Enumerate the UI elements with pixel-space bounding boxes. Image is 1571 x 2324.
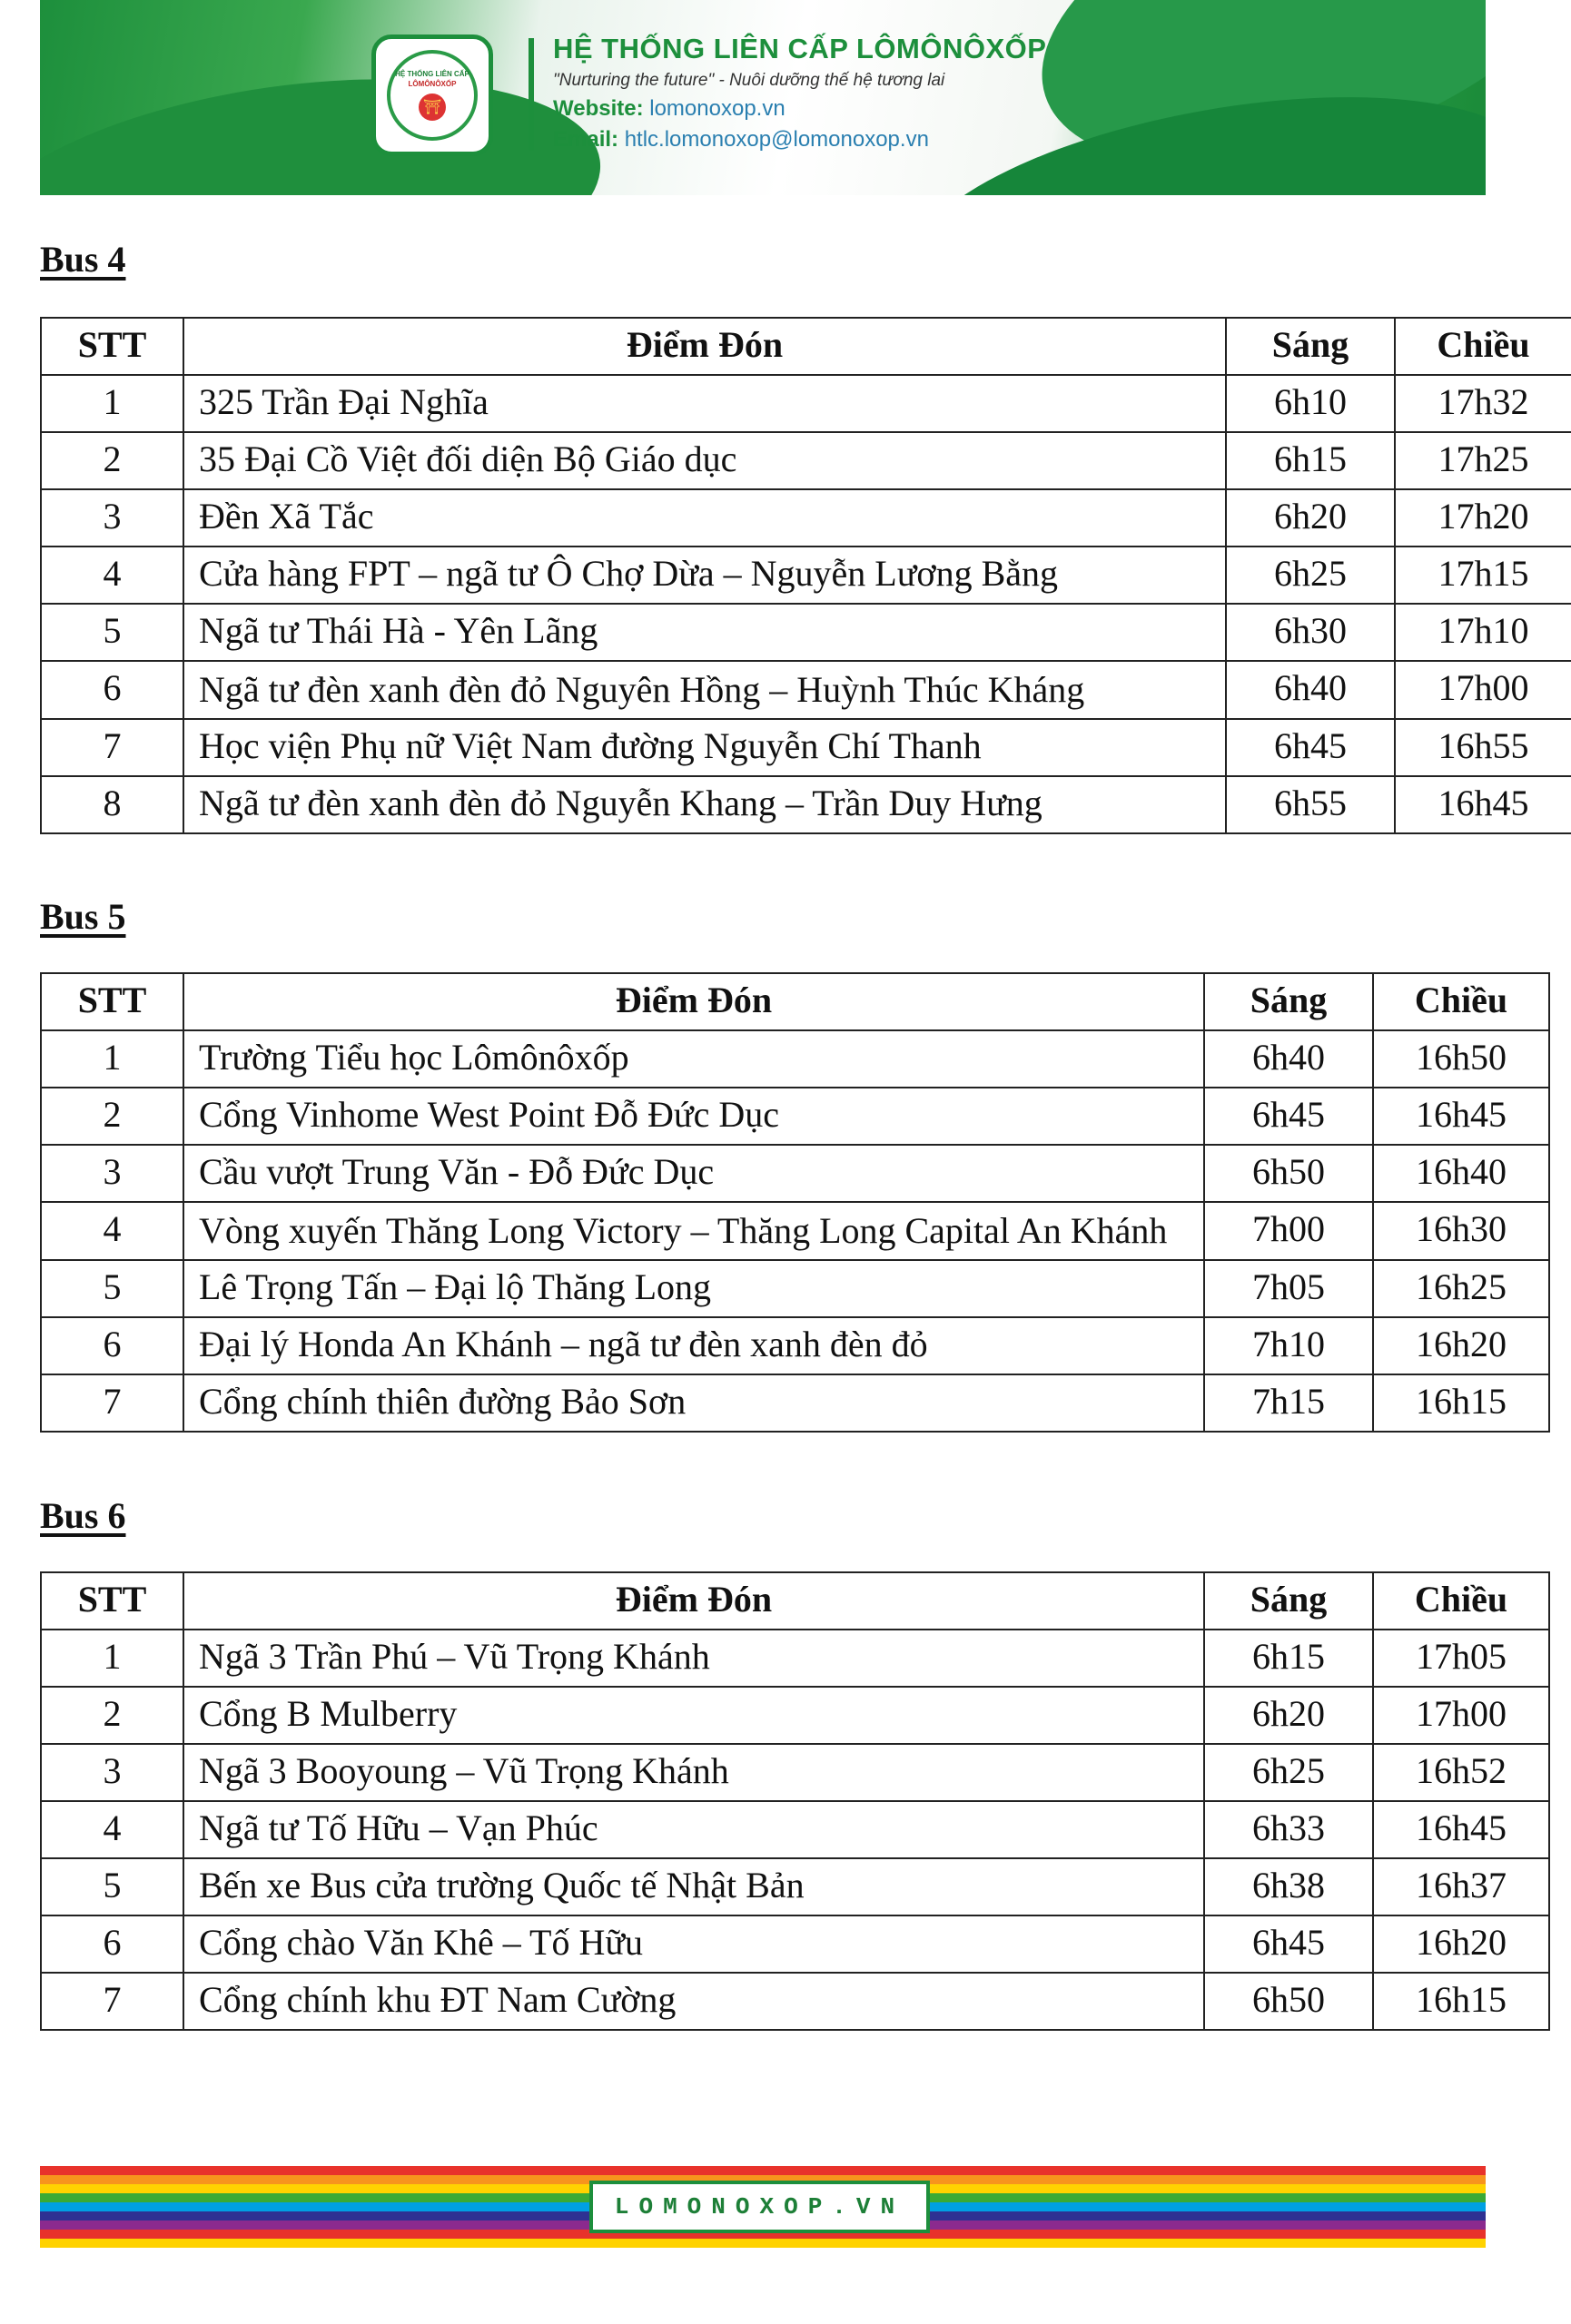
table-header-row <box>41 973 1549 1030</box>
morning-cell: 6h50 <box>1204 1973 1373 2030</box>
stt-cell: 2 <box>41 1687 183 1744</box>
afternoon-cell: 17h20 <box>1395 489 1571 547</box>
place-cell: Học viện Phụ nữ Việt Nam đường Nguyễn Chí Thanh <box>183 719 1226 776</box>
stt-cell: 2 <box>41 1088 183 1145</box>
table-row <box>41 1260 1549 1317</box>
place-cell: 325 Trần Đại Nghĩa <box>183 375 1226 432</box>
header-banner <box>40 0 1486 195</box>
stt-cell: 3 <box>41 1145 183 1202</box>
stt-cell: 8 <box>41 776 183 833</box>
place-cell: Ngã tư Tố Hữu – Vạn Phúc <box>183 1801 1204 1858</box>
website-link[interactable]: lomonoxop.vn <box>649 96 786 121</box>
afternoon-cell: 16h20 <box>1373 1915 1549 1973</box>
table-row <box>41 1744 1549 1801</box>
place-cell: Đại lý Honda An Khánh – ngã tư đèn xanh đèn đỏ <box>183 1317 1204 1374</box>
logo-top-text: HỆ THỐNG LIÊN CẤP <box>395 70 469 78</box>
stt-cell: 1 <box>41 1030 183 1088</box>
place-header: Điểm Đón <box>183 973 1204 1030</box>
afternoon-cell: 17h00 <box>1373 1687 1549 1744</box>
stt-cell: 1 <box>41 375 183 432</box>
bus-4-title: Bus 4 <box>40 239 126 280</box>
email-line <box>553 127 1046 153</box>
table-row <box>41 375 1571 432</box>
afternoon-cell: 16h45 <box>1395 776 1571 833</box>
table-header-row <box>41 1572 1549 1630</box>
place-cell: Trường Tiểu học Lômônôxốp <box>183 1030 1204 1088</box>
logo-bottom-text: LÔMÔNÔXỐP <box>408 80 457 88</box>
morning-cell: 6h45 <box>1204 1915 1373 1973</box>
place-header: Điểm Đón <box>183 318 1226 375</box>
stt-cell: 6 <box>41 661 183 719</box>
table-row <box>41 661 1571 719</box>
morning-cell: 6h15 <box>1226 432 1395 489</box>
stt-header: STT <box>41 1572 183 1630</box>
table-row <box>41 776 1571 833</box>
table-row <box>41 1858 1549 1915</box>
afternoon-cell: 17h05 <box>1373 1630 1549 1687</box>
table-row <box>41 489 1571 547</box>
rainbow-stripe <box>40 2166 1486 2175</box>
morning-cell: 6h30 <box>1226 604 1395 661</box>
morning-cell: 7h05 <box>1204 1260 1373 1317</box>
stt-header: STT <box>41 318 183 375</box>
table-row <box>41 1317 1549 1374</box>
morning-cell: 6h40 <box>1226 661 1395 719</box>
afternoon-cell: 16h37 <box>1373 1858 1549 1915</box>
place-cell: Cổng chính khu ĐT Nam Cường <box>183 1973 1204 2030</box>
bus-5-table <box>40 972 1550 1433</box>
rainbow-stripe <box>40 2239 1486 2248</box>
morning-cell: 6h55 <box>1226 776 1395 833</box>
stt-cell: 5 <box>41 1260 183 1317</box>
email-link[interactable]: htlc.lomonoxop@lomonoxop.vn <box>624 127 929 152</box>
table-row <box>41 1145 1549 1202</box>
table-row <box>41 1030 1549 1088</box>
afternoon-cell: 16h25 <box>1373 1260 1549 1317</box>
afternoon-header: Chiều <box>1373 973 1549 1030</box>
place-cell: Cổng chính thiên đường Bảo Sơn <box>183 1374 1204 1432</box>
table-row <box>41 432 1571 489</box>
table-row <box>41 1374 1549 1432</box>
stt-cell: 3 <box>41 1744 183 1801</box>
afternoon-cell: 16h20 <box>1373 1317 1549 1374</box>
stt-cell: 4 <box>41 1801 183 1858</box>
table-header-row <box>41 318 1571 375</box>
table-row <box>41 1915 1549 1973</box>
afternoon-cell: 17h15 <box>1395 547 1571 604</box>
morning-cell: 6h33 <box>1204 1801 1373 1858</box>
place-cell: Cổng Vinhome West Point Đỗ Đức Dục <box>183 1088 1204 1145</box>
table-row <box>41 1801 1549 1858</box>
place-cell: Cửa hàng FPT – ngã tư Ô Chợ Dừa – Nguyễn Lương Bằng <box>183 547 1226 604</box>
place-cell: Ngã 3 Trần Phú – Vũ Trọng Khánh <box>183 1630 1204 1687</box>
morning-cell: 7h00 <box>1204 1202 1373 1260</box>
morning-cell: 7h10 <box>1204 1317 1373 1374</box>
gate-emblem-icon: ⛩ <box>419 94 446 121</box>
place-cell: Cổng chào Văn Khê – Tố Hữu <box>183 1915 1204 1973</box>
stt-cell: 7 <box>41 1973 183 2030</box>
header-divider <box>529 38 534 151</box>
morning-cell: 6h38 <box>1204 1858 1373 1915</box>
logo-emblem-ring <box>387 50 478 141</box>
place-cell: Vòng xuyến Thăng Long Victory – Thăng Long Capital An Khánh <box>183 1202 1204 1260</box>
morning-cell: 6h25 <box>1204 1744 1373 1801</box>
stt-cell: 5 <box>41 604 183 661</box>
footer-website-badge[interactable]: LOMONOXOP.VN <box>589 2181 930 2233</box>
place-cell: Bến xe Bus cửa trường Quốc tế Nhật Bản <box>183 1858 1204 1915</box>
afternoon-cell: 16h55 <box>1395 719 1571 776</box>
place-header: Điểm Đón <box>183 1572 1204 1630</box>
table-row <box>41 1630 1549 1687</box>
afternoon-cell: 16h40 <box>1373 1145 1549 1202</box>
school-name: HỆ THỐNG LIÊN CẤP LÔMÔNÔXỐP <box>553 33 1047 64</box>
table-row <box>41 1687 1549 1744</box>
afternoon-cell: 16h45 <box>1373 1801 1549 1858</box>
stt-header: STT <box>41 973 183 1030</box>
table-row <box>41 1202 1549 1260</box>
place-cell: Ngã tư đèn xanh đèn đỏ Nguyên Hồng – Huỳnh Thúc Kháng <box>183 661 1226 719</box>
morning-cell: 6h45 <box>1226 719 1395 776</box>
afternoon-cell: 16h30 <box>1373 1202 1549 1260</box>
place-cell: Lê Trọng Tấn – Đại lộ Thăng Long <box>183 1260 1204 1317</box>
morning-header: Sáng <box>1204 973 1373 1030</box>
brand-block <box>553 33 1046 153</box>
afternoon-cell: 17h10 <box>1395 604 1571 661</box>
place-cell: Ngã tư Thái Hà - Yên Lãng <box>183 604 1226 661</box>
morning-cell: 6h25 <box>1226 547 1395 604</box>
website-label: Website: <box>553 96 644 121</box>
afternoon-cell: 17h32 <box>1395 375 1571 432</box>
school-slogan: "Nurturing the future" - Nuôi dưỡng thế hệ tương lai <box>553 71 945 90</box>
afternoon-cell: 17h00 <box>1395 661 1571 719</box>
email-label: Email: <box>553 127 619 152</box>
table-row <box>41 1973 1549 2030</box>
place-cell: 35 Đại Cồ Việt đối diện Bộ Giáo dục <box>183 432 1226 489</box>
afternoon-cell: 16h15 <box>1373 1973 1549 2030</box>
stt-cell: 7 <box>41 719 183 776</box>
afternoon-cell: 16h50 <box>1373 1030 1549 1088</box>
morning-cell: 7h15 <box>1204 1374 1373 1432</box>
morning-cell: 6h15 <box>1204 1630 1373 1687</box>
morning-cell: 6h20 <box>1204 1687 1373 1744</box>
stt-cell: 4 <box>41 547 183 604</box>
afternoon-cell: 16h15 <box>1373 1374 1549 1432</box>
place-cell: Ngã 3 Booyoung – Vũ Trọng Khánh <box>183 1744 1204 1801</box>
bus-6-table <box>40 1571 1550 2031</box>
stt-cell: 1 <box>41 1630 183 1687</box>
morning-cell: 6h45 <box>1204 1088 1373 1145</box>
school-logo <box>371 34 493 156</box>
morning-header: Sáng <box>1226 318 1395 375</box>
stt-cell: 4 <box>41 1202 183 1260</box>
afternoon-header: Chiều <box>1373 1572 1549 1630</box>
stt-cell: 7 <box>41 1374 183 1432</box>
morning-cell: 6h20 <box>1226 489 1395 547</box>
bus-5-title: Bus 5 <box>40 896 126 937</box>
morning-header: Sáng <box>1204 1572 1373 1630</box>
afternoon-header: Chiều <box>1395 318 1571 375</box>
morning-cell: 6h40 <box>1204 1030 1373 1088</box>
website-line <box>553 96 1046 122</box>
morning-cell: 6h10 <box>1226 375 1395 432</box>
table-row <box>41 547 1571 604</box>
place-cell: Cầu vượt Trung Văn - Đỗ Đức Dục <box>183 1145 1204 1202</box>
stt-cell: 2 <box>41 432 183 489</box>
stt-cell: 6 <box>41 1317 183 1374</box>
morning-cell: 6h50 <box>1204 1145 1373 1202</box>
table-row <box>41 604 1571 661</box>
table-row <box>41 719 1571 776</box>
stt-cell: 3 <box>41 489 183 547</box>
bus-4-table <box>40 317 1571 834</box>
afternoon-cell: 16h52 <box>1373 1744 1549 1801</box>
footer-banner <box>40 2166 1486 2248</box>
place-cell: Cổng B Mulberry <box>183 1687 1204 1744</box>
table-row <box>41 1088 1549 1145</box>
stt-cell: 5 <box>41 1858 183 1915</box>
afternoon-cell: 16h45 <box>1373 1088 1549 1145</box>
place-cell: Ngã tư đèn xanh đèn đỏ Nguyễn Khang – Trần Duy Hưng <box>183 776 1226 833</box>
stt-cell: 6 <box>41 1915 183 1973</box>
bus-6-title: Bus 6 <box>40 1495 126 1536</box>
afternoon-cell: 17h25 <box>1395 432 1571 489</box>
place-cell: Đền Xã Tắc <box>183 489 1226 547</box>
